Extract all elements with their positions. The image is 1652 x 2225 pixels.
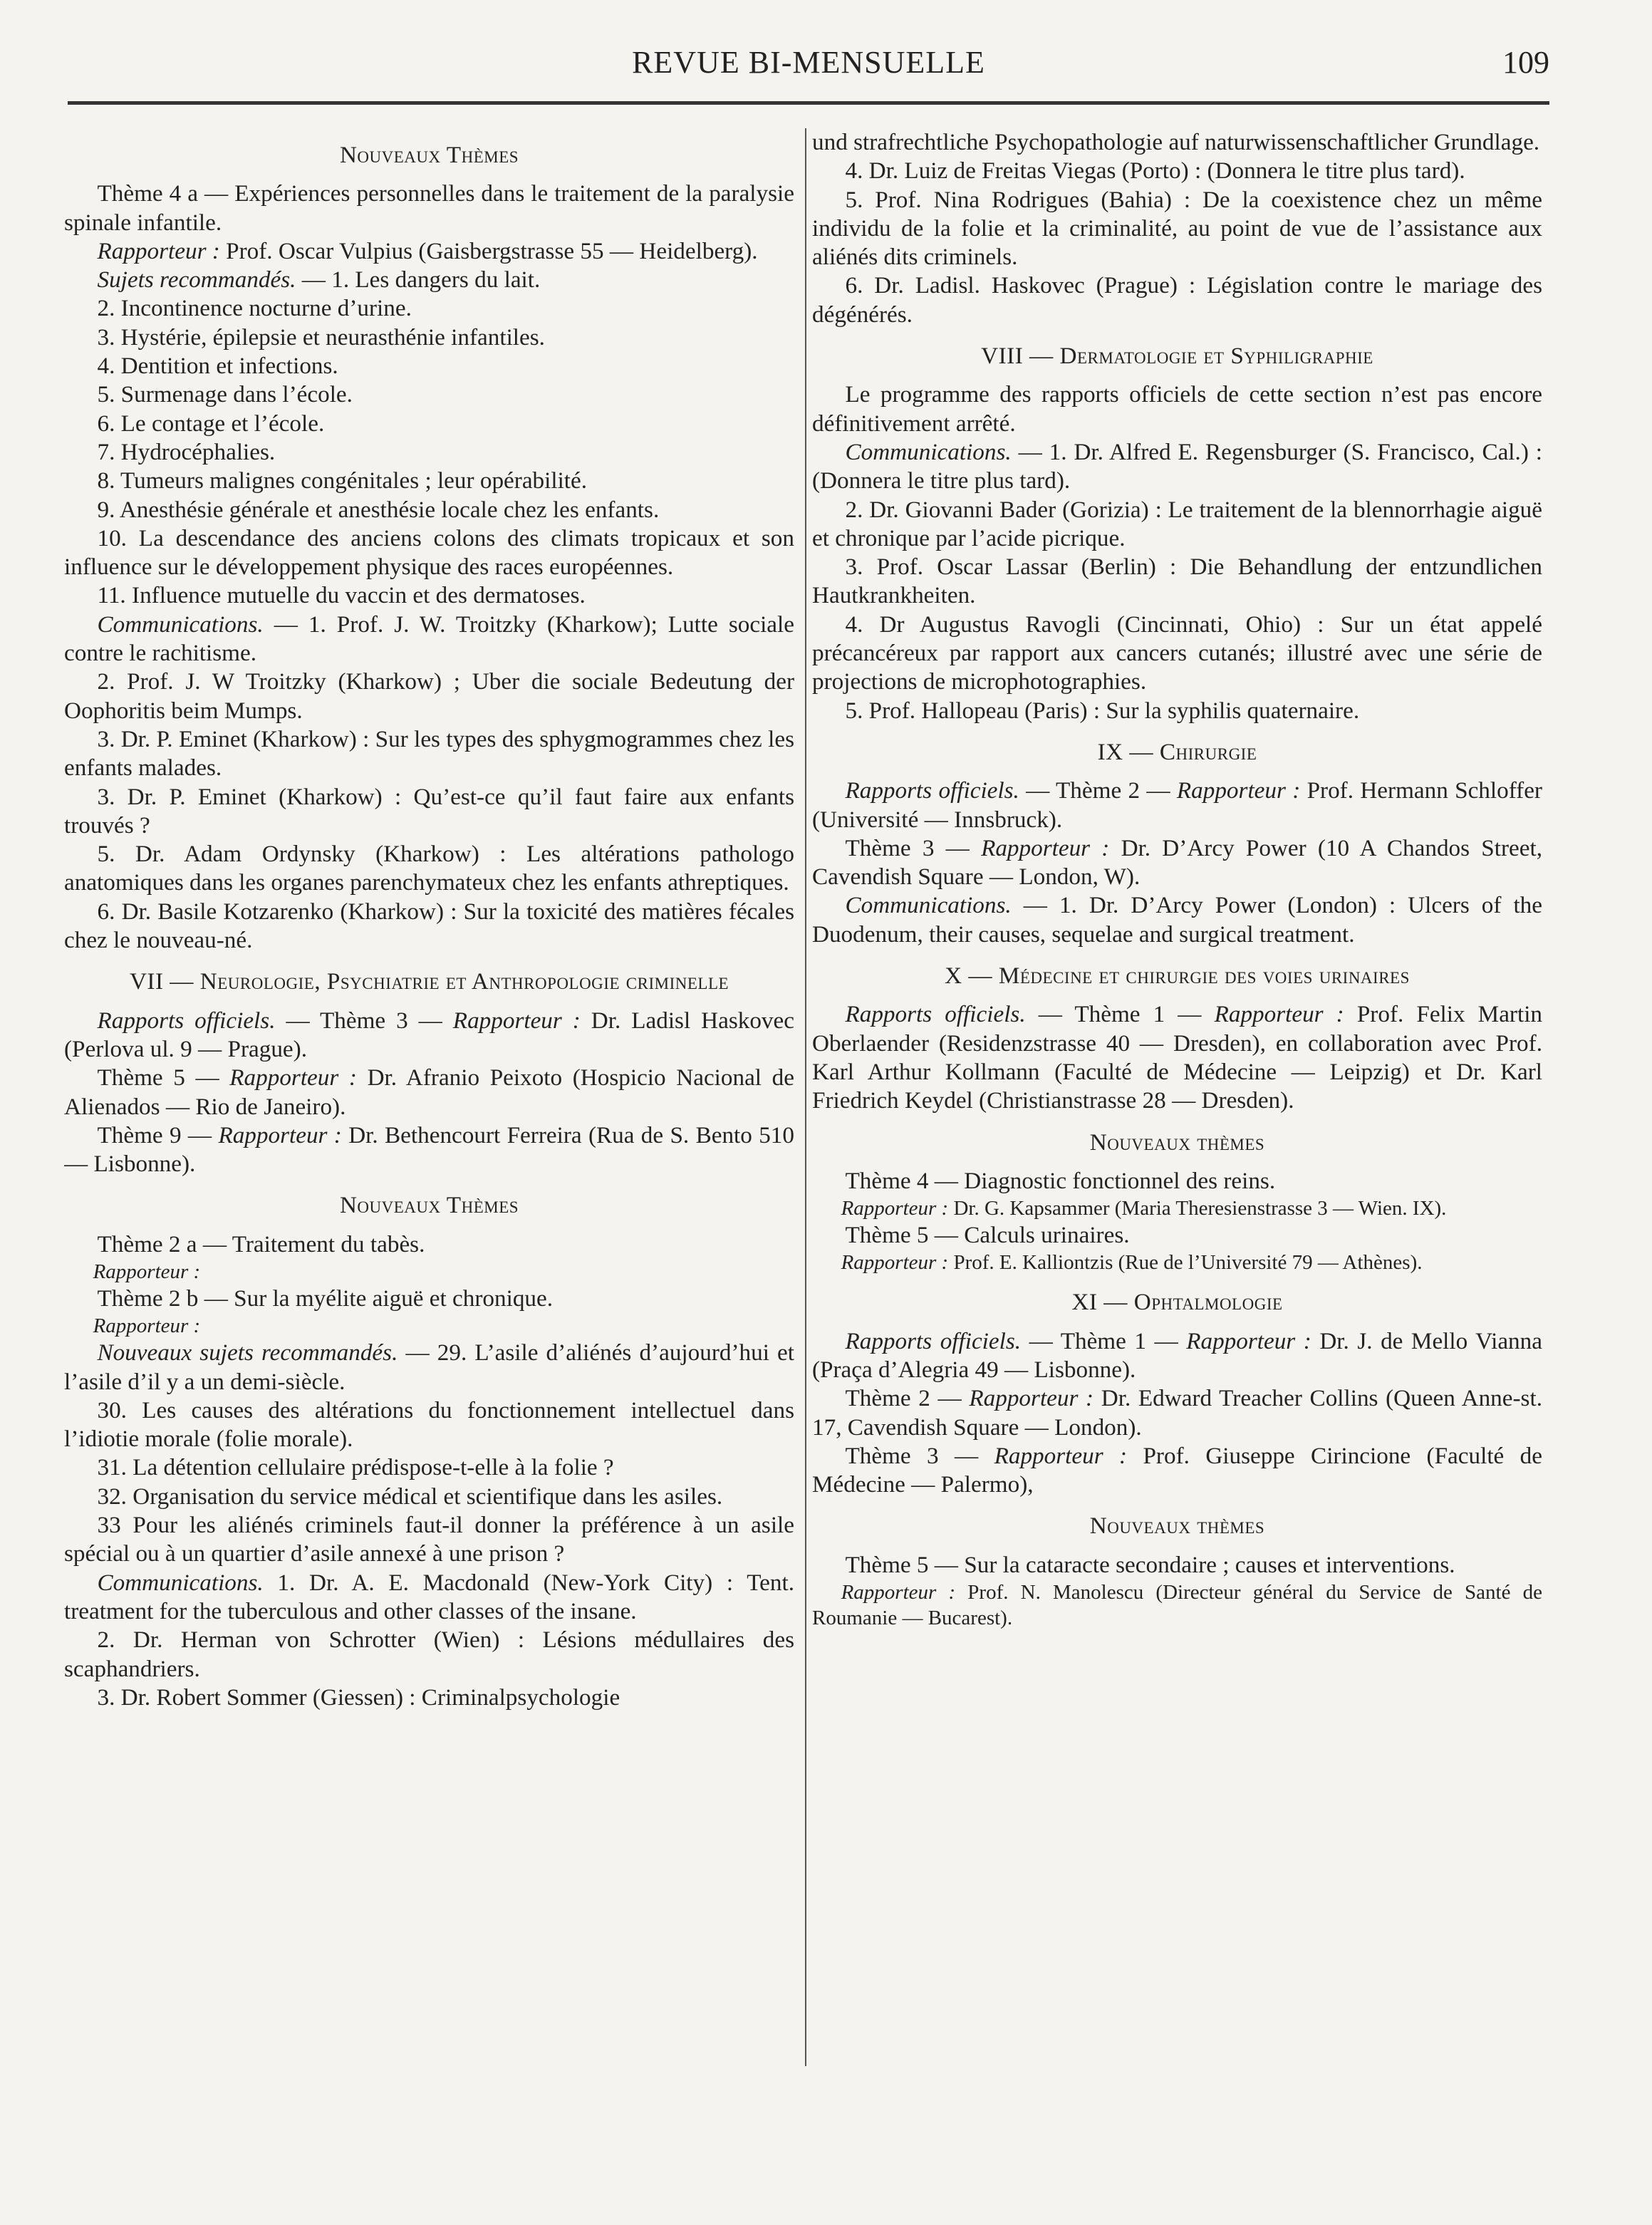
paragraph: [64, 1453, 794, 1482]
section-heading: Nouveaux thèmes: [1089, 1129, 1265, 1156]
paragraph-text: 4. Dr. Luiz de Freitas Viegas (Porto) : (Donnera le titre plus tard).: [845, 157, 1465, 185]
section-heading: VIII — Dermatologie et Syphiligraphie: [981, 343, 1373, 370]
italic-label: Rapporteur :: [1186, 1327, 1311, 1354]
italic-label: Rapporteur :: [841, 1251, 949, 1275]
section-heading: X — Médecine et chirurgie des voies urinaires: [945, 963, 1410, 990]
paragraph: [812, 834, 1542, 892]
paragraph-text: Thème 4 — Diagnostic fonctionnel des reins.: [845, 1167, 1276, 1194]
paragraph: [812, 438, 1542, 496]
paragraph-text: Le programme des rapports officiels de cette section n’est pas encore définitivement arrêté.: [812, 381, 1542, 437]
paragraph: [812, 1580, 1542, 1631]
italic-label: Rapporteur :: [452, 1007, 581, 1034]
paragraph-text: — 29. L’asile d’aliénés d’aujourd’hui et l’asile d’il y a un demi-siècle.: [64, 1339, 794, 1395]
italic-label: Rapports officiels.: [845, 1327, 1022, 1354]
paragraph: [64, 1483, 794, 1511]
section-heading: XI — Ophtalmologie: [1071, 1289, 1283, 1316]
paragraph-text: 9. Anesthésie générale et anesthésie locale chez les enfants.: [97, 496, 660, 523]
paragraph-text: Prof. Giuseppe Cirincione (Faculté de Médecine — Palermo),: [812, 1442, 1542, 1498]
paragraph-text: 3. Dr. P. Eminet (Kharkow) : Qu’est-ce qu’il faut faire aux enfants trouvés ?: [64, 783, 794, 839]
column-divider: [805, 128, 806, 2066]
paragraph: [812, 1551, 1542, 1580]
paragraph: [64, 237, 794, 266]
section-heading: Nouveaux Thèmes: [339, 1192, 519, 1219]
section-heading: IX — Chirurgie: [1097, 738, 1257, 765]
paragraph: [64, 725, 794, 783]
paragraph-text: 5. Prof. Nina Rodrigues (Bahia) : De la coexistence chez un même individu de la folie et la criminalité, au point de vue de l’assistance aux aliénés dits criminels.: [812, 186, 1542, 271]
right-column: [812, 128, 1542, 2095]
paragraph-text: Dr. Afranio Peixoto (Hospicio Nacional de Alienados — Rio de Janeiro).: [64, 1064, 794, 1120]
paragraph: [64, 1121, 794, 1179]
paragraph: [64, 323, 794, 352]
italic-label: Communications.: [845, 892, 1012, 919]
italic-label: Rapports officiels.: [97, 1007, 276, 1034]
paragraph-text: 8. Tumeurs malignes congénitales ; leur opérabilité.: [97, 467, 588, 494]
paragraph: [64, 1396, 794, 1454]
italic-label: Rapporteur :: [218, 1121, 342, 1148]
paragraph-text: — 1. Dr. Alfred E. Regensburger (S. Francisco, Cal.) : (Donnera le titre plus tard).: [812, 438, 1542, 494]
paragraph-text: Dr. Edward Treacher Collins (Queen Anne-st. 17, Cavendish Square — London).: [812, 1385, 1542, 1441]
paragraph: [64, 352, 794, 380]
paragraph: [64, 898, 794, 955]
paragraph: [64, 524, 794, 582]
paragraph: [64, 1064, 794, 1121]
italic-label: Rapporteur :: [841, 1197, 949, 1220]
paragraph-text: 3. Prof. Oscar Lassar (Berlin) : Die Behandlung der entzundlichen Hautkrankheiten.: [812, 554, 1542, 609]
paragraph: [64, 581, 794, 610]
paragraph-text: 30. Les causes des altérations du fonctionnement intellectuel dans l’idiotie morale (folie morale).: [64, 1396, 794, 1453]
paragraph: [64, 380, 794, 409]
paragraph-text: Thème 2 a — Traitement du tabès.: [97, 1230, 425, 1257]
paragraph-text: — 1. Dr. D’Arcy Power (London) : Ulcers of the Duodenum, their causes, sequelae and surgical treatment.: [812, 892, 1542, 948]
paragraph-text: 1. Dr. A. E. Macdonald (New-York City) : Tent. treatment for the tuberculous and other classes of the insane.: [64, 1569, 794, 1624]
paragraph-text: — Thème 1 —: [1025, 1001, 1215, 1028]
paragraph-text: 2. Prof. J. W Troitzky (Kharkow) ; Uber die sociale Bedeutung der Oophoritis beim Mumps.: [64, 668, 794, 724]
paragraph-text: — Thème 2 —: [1019, 777, 1177, 804]
paragraph: [812, 553, 1542, 611]
paragraph-text: Prof. Felix Martin Oberlaender (Residenzstrasse 40 — Dresden), en collaboration avec Prof. Karl Arthur Kollmann (Faculté de Médecine — Leipzig) et Dr. Karl Friedrich Keydel (Christianstrasse 28 — Dresden).: [812, 1001, 1542, 1114]
paragraph-text: Thème 2 —: [845, 1385, 970, 1412]
paragraph: [64, 467, 794, 495]
paragraph: [64, 668, 794, 725]
page-header: [68, 44, 1549, 100]
paragraph: [64, 1285, 794, 1313]
paragraph: [812, 380, 1542, 438]
paragraph-text: Dr. D’Arcy Power (10 A Chandos Street, Cavendish Square — London, W).: [812, 834, 1542, 891]
paragraph-text: 4. Dentition et infections.: [97, 353, 338, 380]
italic-label: Rapporteur :: [981, 834, 1110, 861]
paragraph-text: Dr. Ladisl Haskovec (Perlova ul. 9 — Prague).: [64, 1007, 794, 1062]
italic-label: Nouveaux sujets recommandés.: [97, 1339, 398, 1366]
italic-label: Communications.: [845, 438, 1012, 465]
paragraph: [64, 1511, 794, 1569]
paragraph: [64, 438, 794, 467]
paragraph: [812, 1221, 1542, 1250]
italic-label: Rapports officiels.: [845, 1001, 1026, 1028]
paragraph-text: 33 Pour les aliénés criminels faut-il donner la préférence à un asile spécial ou à un quartier d’asile annexé à une prison ?: [64, 1512, 794, 1567]
paragraph: [64, 496, 794, 524]
paragraph: [64, 1626, 794, 1684]
paragraph-text: 3. Hystérie, épilepsie et neurasthénie infantiles.: [97, 323, 545, 351]
paragraph: [812, 271, 1542, 329]
header-rule: [68, 101, 1549, 105]
paragraph-text: — 1. Prof. J. W. Troitzky (Kharkow); Lutte sociale contre le rachitisme.: [64, 611, 794, 667]
paragraph: [812, 1327, 1542, 1385]
paragraph: [812, 128, 1542, 157]
paragraph-text: Dr. J. de Mello Vianna (Praça d’Alegria 49 — Lisbonne).: [812, 1327, 1542, 1383]
paragraph-text: Thème 4 a — Expériences personnelles dans le traitement de la paralysie spinale infantile.: [64, 180, 794, 236]
paragraph: [64, 410, 794, 438]
paragraph-text: Thème 2 b — Sur la myélite aiguë et chronique.: [97, 1285, 554, 1312]
paragraph-text: 2. Dr. Herman von Schrotter (Wien) : Lésions médullaires des scaphandriers.: [64, 1627, 794, 1682]
paragraph-text: 6. Le contage et l’école.: [97, 410, 325, 437]
paragraph: [64, 1339, 794, 1396]
paragraph: [812, 1384, 1542, 1442]
paragraph: [812, 891, 1542, 949]
paragraph-text: Thème 3 —: [845, 1442, 994, 1469]
section-heading: Nouveaux Thèmes: [339, 142, 519, 168]
italic-label: Rapports officiels.: [845, 777, 1019, 804]
paragraph: [64, 180, 794, 237]
paragraph: [812, 777, 1542, 834]
paragraph-text: 3. Dr. P. Eminet (Kharkow) : Sur les types des sphygmogrammes chez les enfants malades.: [64, 725, 794, 782]
paragraph: [64, 266, 794, 294]
paragraph-text: Thème 5 — Sur la cataracte secondaire ; causes et interventions.: [845, 1551, 1455, 1578]
paragraph-text: Prof. E. Kalliontzis (Rue de l’Université 79 — Athènes).: [948, 1251, 1423, 1275]
paragraph-text: Dr. Bethencourt Ferreira (Rua de S. Bento 510 — Lisbonne).: [64, 1121, 794, 1178]
rapporteur-label: Rapporteur :: [93, 1260, 201, 1283]
italic-label: Rapporteur :: [97, 237, 220, 264]
paragraph: [812, 1250, 1542, 1275]
paragraph-text: 2. Dr. Giovanni Bader (Gorizia) : Le traitement de la blennorrhagie aiguë et chronique par l’acide picrique.: [812, 496, 1542, 551]
paragraph-text: 11. Influence mutuelle du vaccin et des dermatoses.: [97, 582, 586, 609]
paragraph-text: 32. Organisation du service médical et scientifique dans les asiles.: [97, 1483, 723, 1510]
section-heading: Nouveaux thèmes: [1089, 1513, 1265, 1540]
paragraph-text: 6. Dr. Ladisl. Haskovec (Prague) : Législation contre le mariage des dégénérés.: [812, 272, 1542, 328]
running-title: REVUE BI-MENSUELLE: [632, 45, 985, 80]
paragraph: [812, 496, 1542, 554]
paragraph-text: 4. Dr Augustus Ravogli (Cincinnati, Ohio) : Sur un état appelé précancéreux par rapport aux cancers cutanés; illustré avec une série de projections de microphotographies.: [812, 611, 1542, 695]
italic-label: Rapporteur :: [229, 1064, 357, 1091]
paragraph-text: 31. La détention cellulaire prédispose-t-elle à la folie ?: [97, 1454, 614, 1481]
left-column: [64, 128, 794, 2095]
paragraph-text: 5. Prof. Hallopeau (Paris) : Sur la syphilis quaternaire.: [845, 697, 1360, 724]
paragraph: [812, 1000, 1542, 1115]
paragraph-text: 2. Incontinence nocturne d’urine.: [97, 295, 412, 322]
section-heading: VII — Neurologie, Psychiatrie et Anthropologie criminelle: [129, 968, 729, 995]
italic-label: Rapporteur :: [1176, 777, 1301, 804]
paragraph-text: 7. Hydrocéphalies.: [97, 438, 276, 465]
paragraph-text: Thème 5 —: [97, 1064, 230, 1091]
italic-label: Communications.: [97, 611, 264, 638]
paragraph-text: 5. Surmenage dans l’école.: [97, 381, 353, 408]
paragraph-text: 5. Dr. Adam Ordynsky (Kharkow) : Les altérations pathologo anatomiques dans les organes parenchymateux chez les enfants athreptiques.: [64, 841, 794, 896]
italic-label: Rapporteur :: [841, 1581, 956, 1604]
paragraph-text: Prof. Hermann Schloffer (Université — Innsbruck).: [812, 777, 1542, 833]
page-number: 109: [1502, 45, 1549, 80]
paragraph-text: — 1. Les dangers du lait.: [296, 266, 541, 294]
paragraph-text: — Thème 1 —: [1021, 1327, 1187, 1354]
italic-label: Communications.: [97, 1569, 264, 1596]
paragraph: [812, 1167, 1542, 1196]
paragraph: [64, 611, 794, 668]
paragraph: [64, 294, 794, 323]
paragraph: [812, 1196, 1542, 1221]
paragraph-text: Prof. N. Manolescu (Directeur général du Service de Santé de Roumanie — Bucarest).: [812, 1581, 1542, 1630]
paragraph: [64, 1007, 794, 1064]
paragraph-text: — Thème 3 —: [275, 1007, 453, 1034]
paragraph: [64, 1684, 794, 1712]
rapporteur-label: Rapporteur :: [93, 1314, 201, 1338]
paragraph-text: 10. La descendance des anciens colons des climats tropicaux et son influence sur le développement physique des races européennes.: [64, 524, 794, 581]
paragraph: [64, 1569, 794, 1627]
paragraph-text: und strafrechtliche Psychopathologie auf naturwissenschaftlicher Grundlage.: [812, 129, 1540, 155]
paragraph-text: Thème 5 — Calculs urinaires.: [845, 1222, 1130, 1249]
paragraph-text: 3. Dr. Robert Sommer (Giessen) : Criminalpsychologie: [97, 1684, 620, 1711]
italic-label: Rapporteur :: [994, 1442, 1128, 1469]
paragraph: [64, 840, 794, 898]
paragraph: [64, 783, 794, 841]
paragraph: [812, 157, 1542, 185]
italic-label: Rapporteur :: [969, 1385, 1094, 1412]
paragraph-text: 6. Dr. Basile Kotzarenko (Kharkow) : Sur la toxicité des matières fécales chez le nouveau-né.: [64, 898, 794, 954]
italic-label: Sujets recommandés.: [97, 266, 296, 294]
italic-label: Rapporteur :: [1214, 1001, 1344, 1028]
paragraph: [64, 1230, 794, 1259]
paragraph-text: Thème 9 —: [97, 1121, 219, 1148]
paragraph-text: Thème 3 —: [845, 834, 982, 861]
paragraph-text: Prof. Oscar Vulpius (Gaisbergstrasse 55 — Heidelberg).: [219, 237, 758, 264]
paragraph-text: Dr. G. Kapsammer (Maria Theresienstrasse 3 — Wien. IX).: [948, 1197, 1447, 1220]
paragraph: [812, 186, 1542, 272]
paragraph: [812, 697, 1542, 725]
paragraph: [812, 611, 1542, 697]
paragraph: [812, 1442, 1542, 1500]
